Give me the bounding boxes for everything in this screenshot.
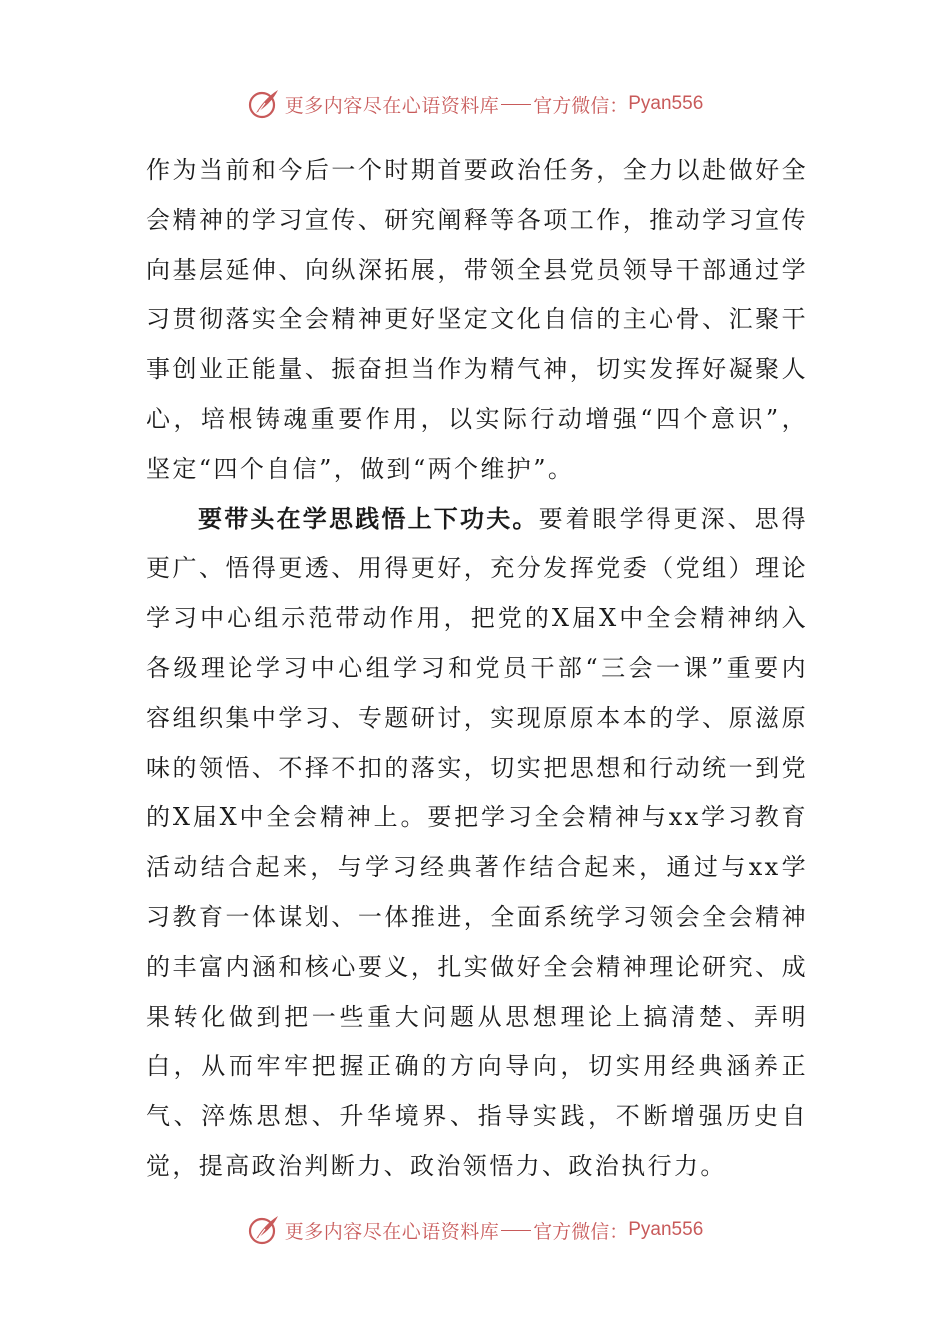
banner-text: 更多内容尽在心语资料库: [284, 94, 500, 117]
banner-label: 官方微信：: [533, 1220, 629, 1243]
banner-wechat-id: Pyan556: [628, 93, 704, 114]
banner-wechat-id: Pyan556: [628, 1219, 704, 1240]
quill-circle-icon: [247, 1213, 281, 1247]
paragraph-body: 作为当前和今后一个时期首要政治任务，全力以赴做好全会精神的学习宣传、研究阐释等各项工作，推动学习宣传向基层延伸、向纵深拓展，带领全县党员领导干部通过学习贯彻落实全会精神更好坚定文化自信的主心骨、汇聚干事创业正能量、振奋担当作为精气神，切实发挥好凝聚人心，培根铸魂重要作用，以实际行动增强“四个意识”，坚定“四个自信”，做到“两个维护”。: [146, 156, 808, 483]
paragraph-lead: 要带头在学思践悟上下功夫。: [198, 504, 539, 533]
banner-dash: [501, 1230, 531, 1231]
header-banner: [0, 82, 950, 126]
document-body: [146, 146, 808, 1192]
paragraph-body: 要着眼学得更深、思得更广、悟得更透、用得更好，充分发挥党委（党组）理论学习中心组示范带动作用，把党的X届X中全会精神纳入各级理论学习中心组学习和党员干部“三会一课”重要内容组织集中学习、专题研讨，实现原原本本的学、原滋原味的领悟、不择不扣的落实，切实把思想和行动统一到党的X届X中全会精神上。要把学习全会精神与xx学习教育活动结合起来，与学习经典著作结合起来，通过与xx学习教育一体谋划、一体推进，全面系统学习领会全会精神的丰富内涵和核心要义，扎实做好全会精神理论研究、成果转化做到把一些重大问题从思想理论上搞清楚、弄明白，从而牢牢把握正确的方向导向，切实用经典涵养正气、淬炼思想、升华境界、指导实践，不断增强历史自觉，提高政治判断力、政治领悟力、政治执行力。: [146, 504, 808, 1180]
footer-banner: [0, 1208, 950, 1252]
banner-label: 官方微信：: [533, 94, 629, 117]
quill-circle-icon: [247, 87, 281, 121]
paragraph: [146, 495, 808, 1192]
banner-dash: [501, 104, 531, 105]
paragraph: [146, 146, 808, 495]
banner-text: 更多内容尽在心语资料库: [284, 1220, 500, 1243]
